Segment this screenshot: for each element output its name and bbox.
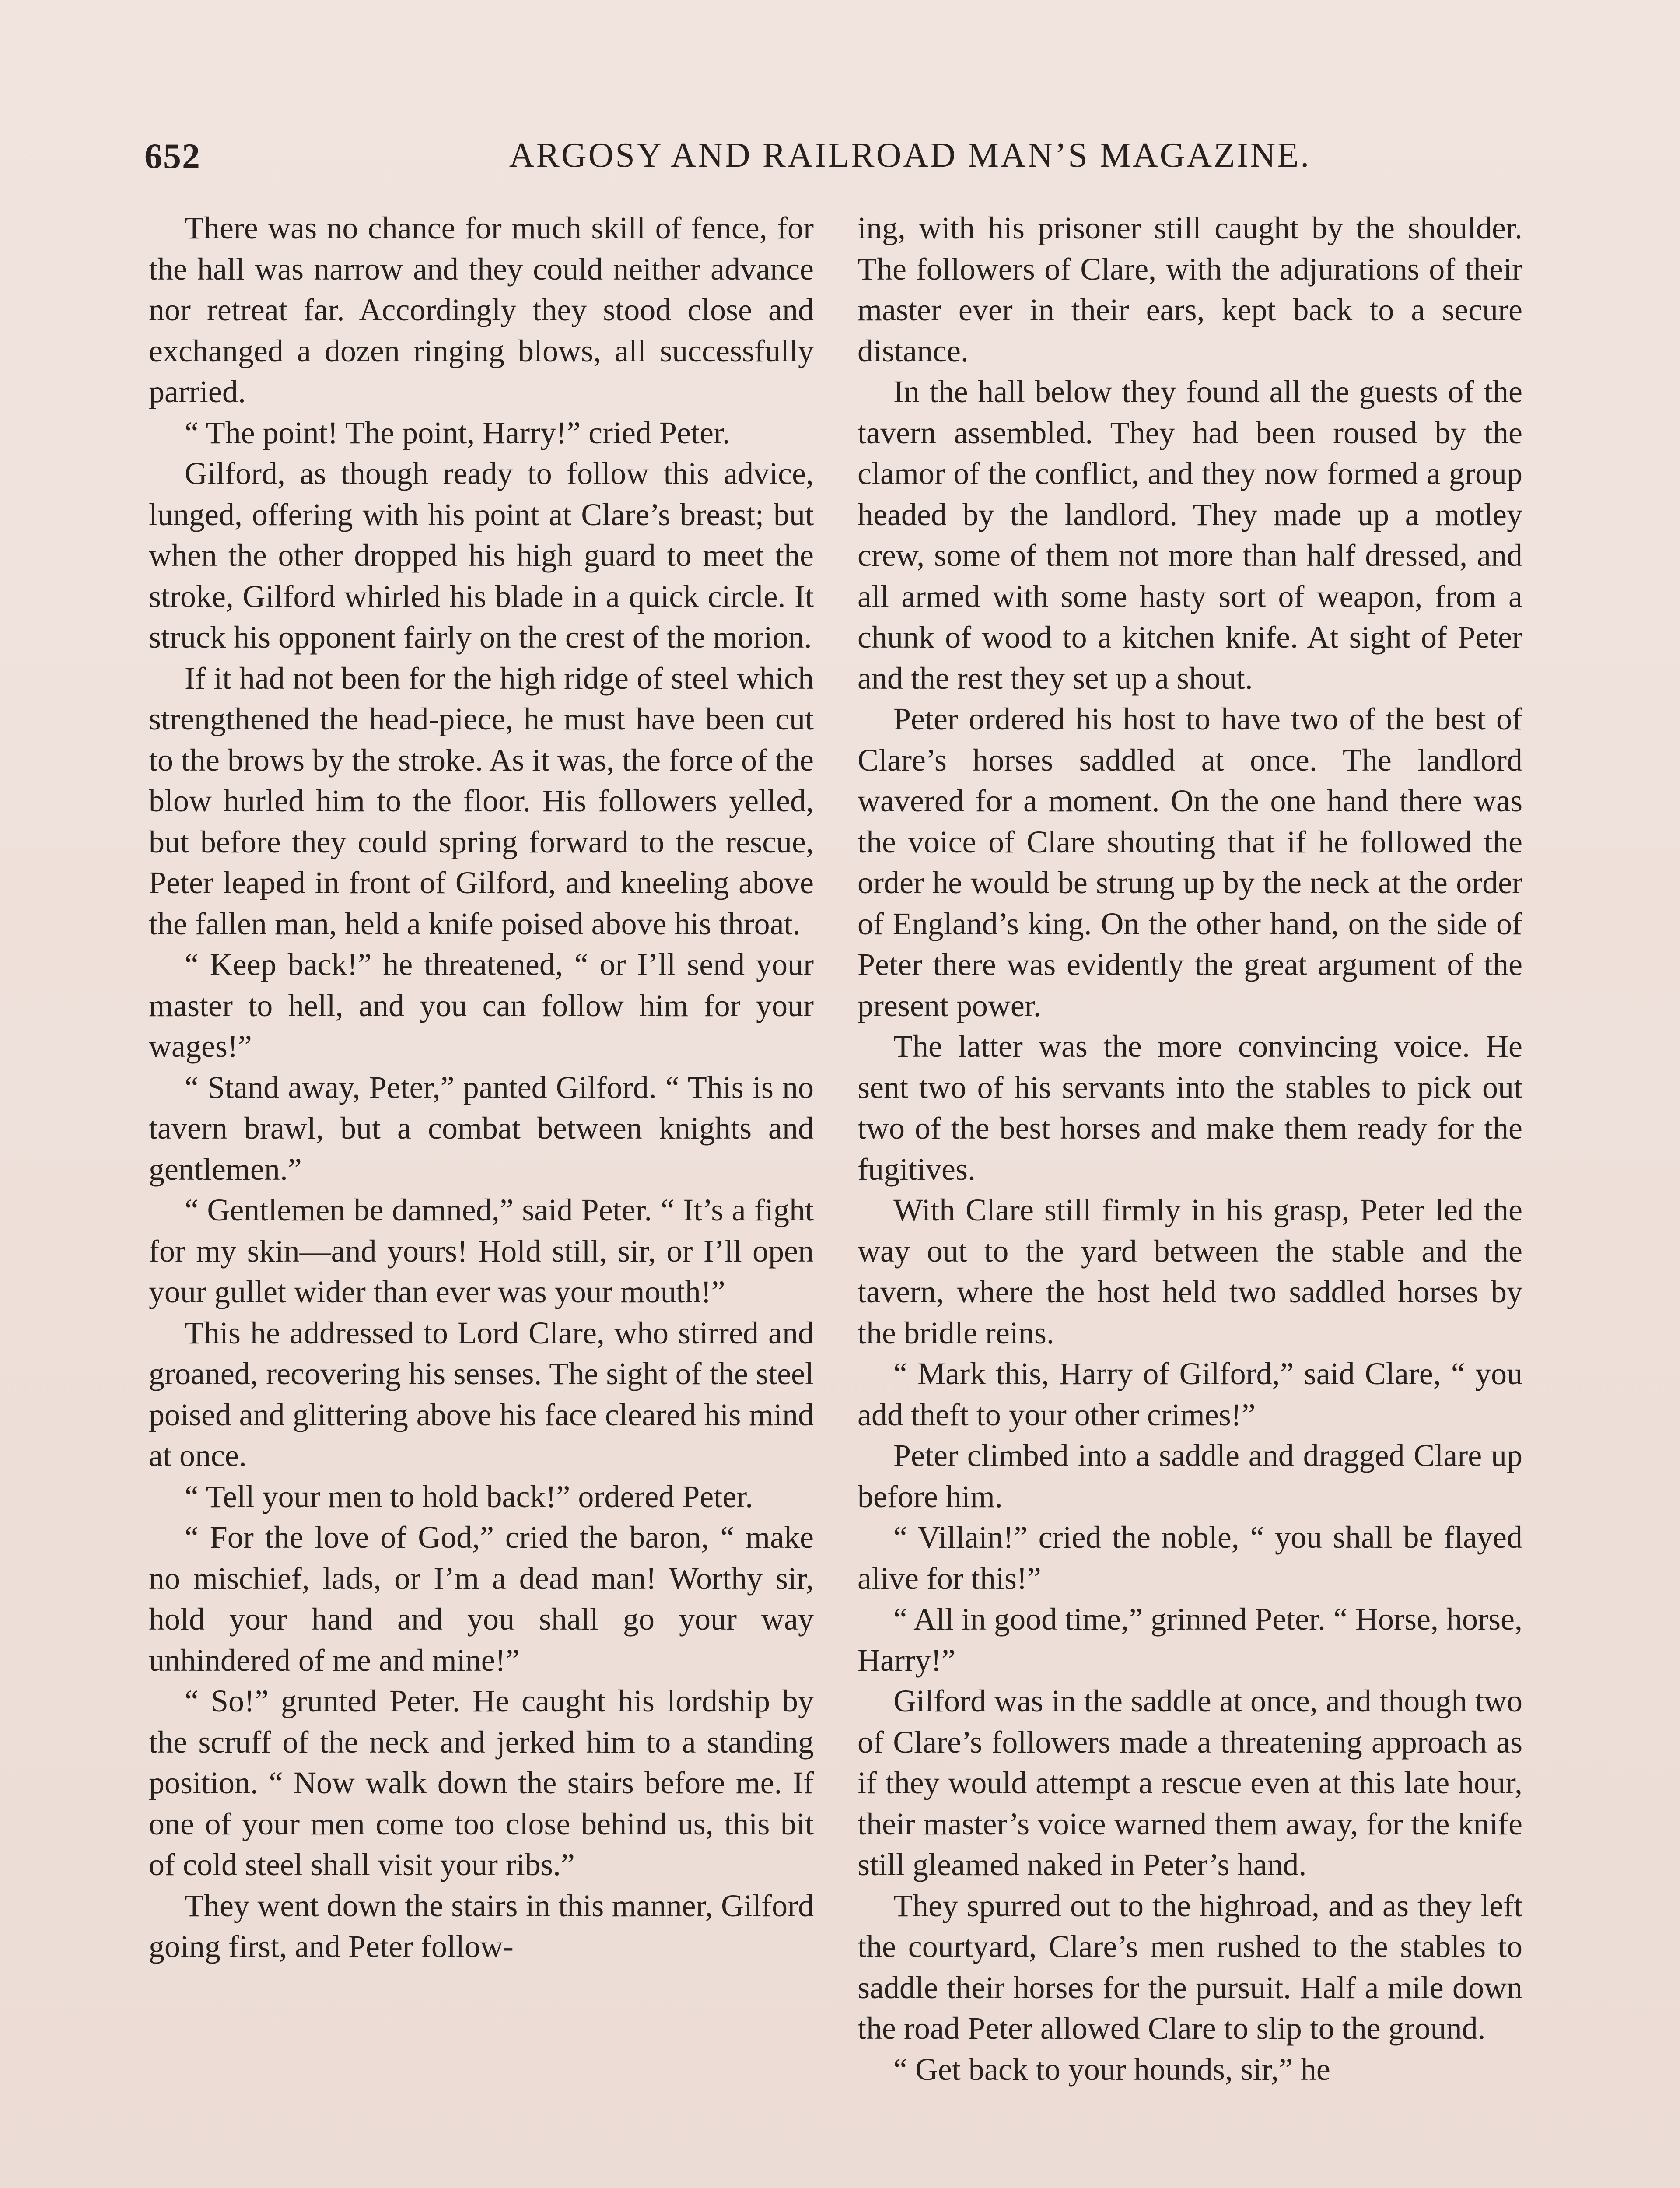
paragraph: “ Tell your men to hold back!” ordered Peter. bbox=[185, 1479, 753, 1514]
paragraph: Peter climbed into a saddle and dragged Clare up before him. bbox=[858, 1438, 1522, 1514]
paragraph: With Clare still firmly in his grasp, Peter led the way out to the yard between the stable and the tavern, where the host held two saddled horses by the bridle reins. bbox=[858, 1192, 1522, 1350]
paragraph: Gilford was in the saddle at once, and though two of Clare’s followers made a threatening approach as if they would attempt a rescue even at this late hour, their master’s voice warned them away, for the knife still gleamed naked in Peter’s hand. bbox=[858, 1683, 1522, 1882]
paragraph: There was no chance for much skill of fence, for the hall was narrow and they could neither advance nor retreat far. Accordingly they stood close and exchanged a dozen ringing blows, all successfully parried. bbox=[149, 210, 814, 409]
paragraph: “ Gentlemen be damned,” said Peter. “ It’s a fight for my skin—and yours! Hold still, sir, or I’ll open your gullet wider than ever was your mouth!” bbox=[149, 1192, 814, 1309]
paragraph: If it had not been for the high ridge of steel which strengthened the head-piece, he must have been cut to the brows by the stroke. As it was, the force of the blow hurled him to the floor. His followers yelled, but before they could spring forward to the rescue, Peter leaped in front of Gilford, and kneeling above the fallen man, held a knife poised above his throat. bbox=[149, 660, 814, 941]
paragraph: “ Get back to your hounds, sir,” he bbox=[893, 2051, 1330, 2087]
paragraph: Gilford, as though ready to follow this advice, lunged, offering with his point at Clare’s breast; but when the other dropped his high guard to meet the stroke, Gilford whirled his blade in a quick circle. It struck his opponent fairly on the crest of the morion. bbox=[149, 456, 814, 655]
paragraph: “ The point! The point, Harry!” cried Peter. bbox=[185, 415, 730, 450]
paragraph: “ Mark this, Harry of Gilford,” said Clare, “ you add theft to your other crimes!” bbox=[858, 1356, 1522, 1432]
paragraph: Peter ordered his host to have two of the best of Clare’s horses saddled at once. The landlord wavered for a moment. On the one hand there was the voice of Clare shouting that if he followed the order he would be strung up by the neck at the order of England’s king. On the other hand, on the side of Peter there was evidently the great argument of the present power. bbox=[858, 701, 1522, 1023]
paragraph: The latter was the more convincing voice. He sent two of his servants into the stables to pick out two of the best horses and make them ready for the fugitives. bbox=[858, 1029, 1522, 1187]
page-header bbox=[122, 127, 1522, 188]
paragraph: “ So!” grunted Peter. He caught his lordship by the scruff of the neck and jerked him to a standing position. “ Now walk down the stairs before me. If one of your men come too close behind us, this bit of cold steel shall visit your ribs.” bbox=[149, 1683, 814, 1882]
text-column-right bbox=[858, 208, 1522, 2090]
paragraph: They went down the stairs in this manner, Gilford going first, and Peter follow- bbox=[149, 1888, 814, 1964]
paragraph: “ For the love of God,” cried the baron, “ make no mischief, lads, or I’m a dead man! Worthy sir, hold your hand and you shall go your way unhindered of me and mine!” bbox=[149, 1520, 814, 1678]
paragraph: “ Villain!” cried the noble, “ you shall be flayed alive for this!” bbox=[858, 1520, 1522, 1596]
page-number: 652 bbox=[144, 136, 201, 176]
paragraph: “ Keep back!” he threatened, “ or I’ll send your master to hell, and you can follow him for your wages!” bbox=[149, 947, 814, 1064]
paragraph: In the hall below they found all the guests of the tavern assembled. They had been roused by the clamor of the conflict, and they now formed a group headed by the landlord. They made up a motley crew, some of them not more than half dressed, and all armed with some hasty sort of weapon, from a chunk of wood to a kitchen knife. At sight of Peter and the rest they set up a shout. bbox=[858, 374, 1522, 696]
paragraph: ing, with his prisoner still caught by the shoulder. The followers of Clare, with the adjurations of their master ever in their ears, kept back to a secure distance. bbox=[858, 210, 1522, 368]
paragraph: “ All in good time,” grinned Peter. “ Horse, horse, Harry!” bbox=[858, 1602, 1522, 1678]
paragraph: This he addressed to Lord Clare, who stirred and groaned, recovering his senses. The sight of the steel poised and glittering above his face cleared his mind at once. bbox=[149, 1315, 814, 1473]
text-column-left bbox=[149, 208, 814, 1967]
running-title: ARGOSY AND RAILROAD MAN’S MAGAZINE. bbox=[509, 136, 1311, 175]
paragraph: They spurred out to the highroad, and as they left the courtyard, Clare’s men rushed to the stables to saddle their horses for the pursuit. Half a mile down the road Peter allowed Clare to slip to the ground. bbox=[858, 1888, 1522, 2046]
paragraph: “ Stand away, Peter,” panted Gilford. “ This is no tavern brawl, but a combat between knights and gentlemen.” bbox=[149, 1069, 814, 1187]
